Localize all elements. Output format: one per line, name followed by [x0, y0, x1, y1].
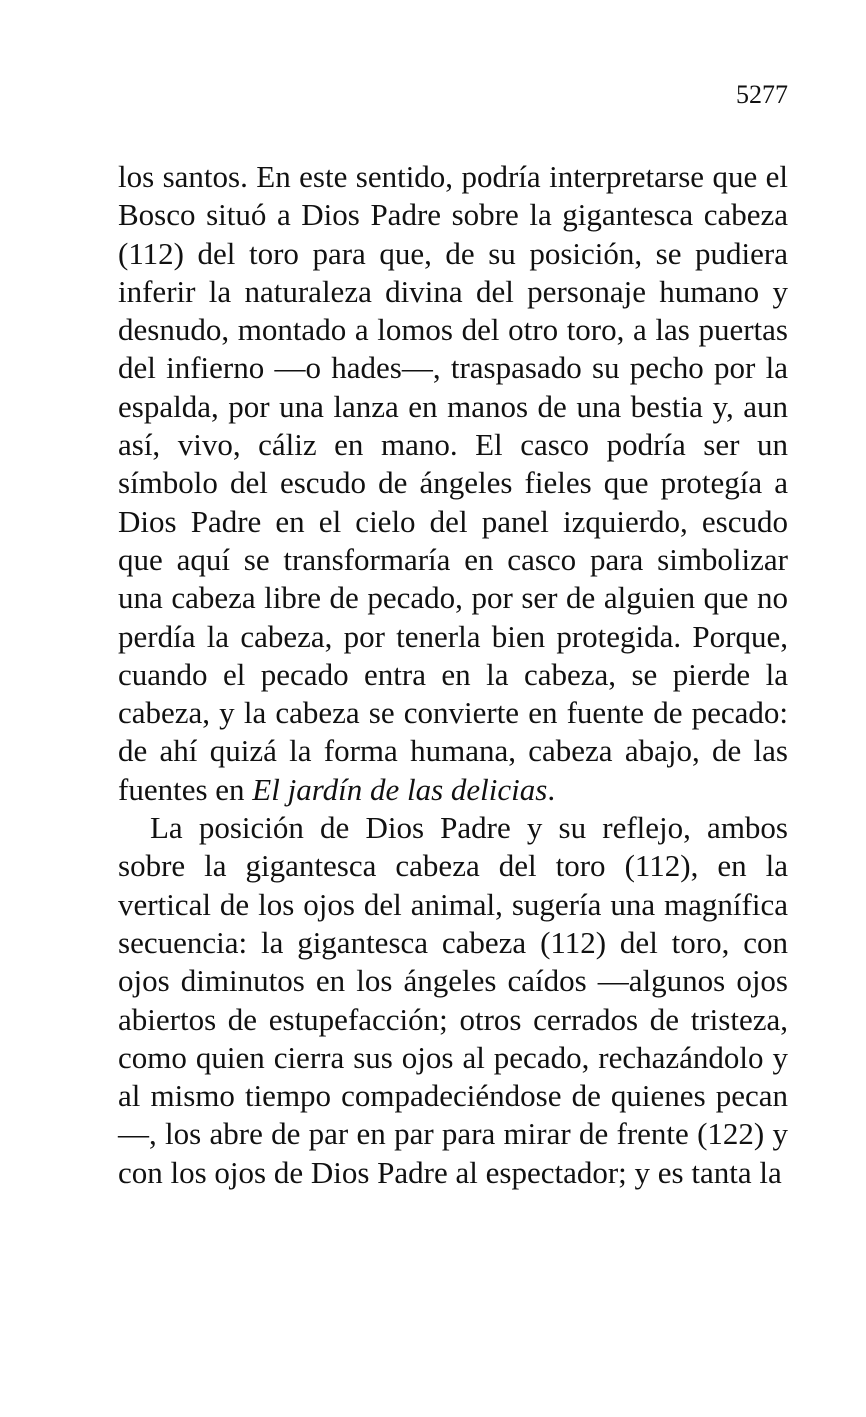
- paragraph-1-end: .: [547, 771, 556, 807]
- body-text: [118, 158, 788, 1192]
- paragraph-2: La posición de Dios Padre y su reflejo, ambos sobre la gigantesca cabeza del toro (112), en la vertical de los ojos del animal, sugería una magnífica secuencia: la gigantesca cabeza (112) del toro, con ojos diminutos en los ángeles caídos —algunos ojos abiertos de estupefacción; otros cerrados de tristeza, como quien cierra sus ojos al pecado, rechazándolo y al mismo tiempo compadeciéndose de quienes pecan—, los abre de par en par para mirar de frente (122) y con los ojos de Dios Padre al espectador; y es tanta la: [118, 810, 788, 1190]
- paragraph-1-text: los santos. En este sentido, podría interpretarse que el Bosco situó a Dios Padre sobre la gigantesca cabeza (112) del toro para que, de su posición, se pudiera inferir la naturaleza divina del personaje humano y desnudo, montado a lomos del otro toro, a las puertas del infierno —o hades—, traspasado su pecho por la espalda, por una lanza en manos de una bestia y, aun así, vivo, cáliz en mano. El casco podría ser un símbolo del escudo de ángeles fieles que protegía a Dios Padre en el cielo del panel izquierdo, escudo que aquí se transformaría en casco para simbolizar una cabeza libre de pecado, por ser de alguien que no perdía la cabeza, por tenerla bien protegida. Porque, cuando el pecado entra en la cabeza, se pierde la cabeza, y la cabeza se convierte en fuente de pecado: de ahí quizá la forma humana, cabeza abajo, de las fuentes en: [118, 159, 788, 807]
- italic-title: El jardín de las delicias: [252, 771, 548, 807]
- paragraph-1: [118, 158, 788, 809]
- page-number: 5277: [736, 80, 788, 109]
